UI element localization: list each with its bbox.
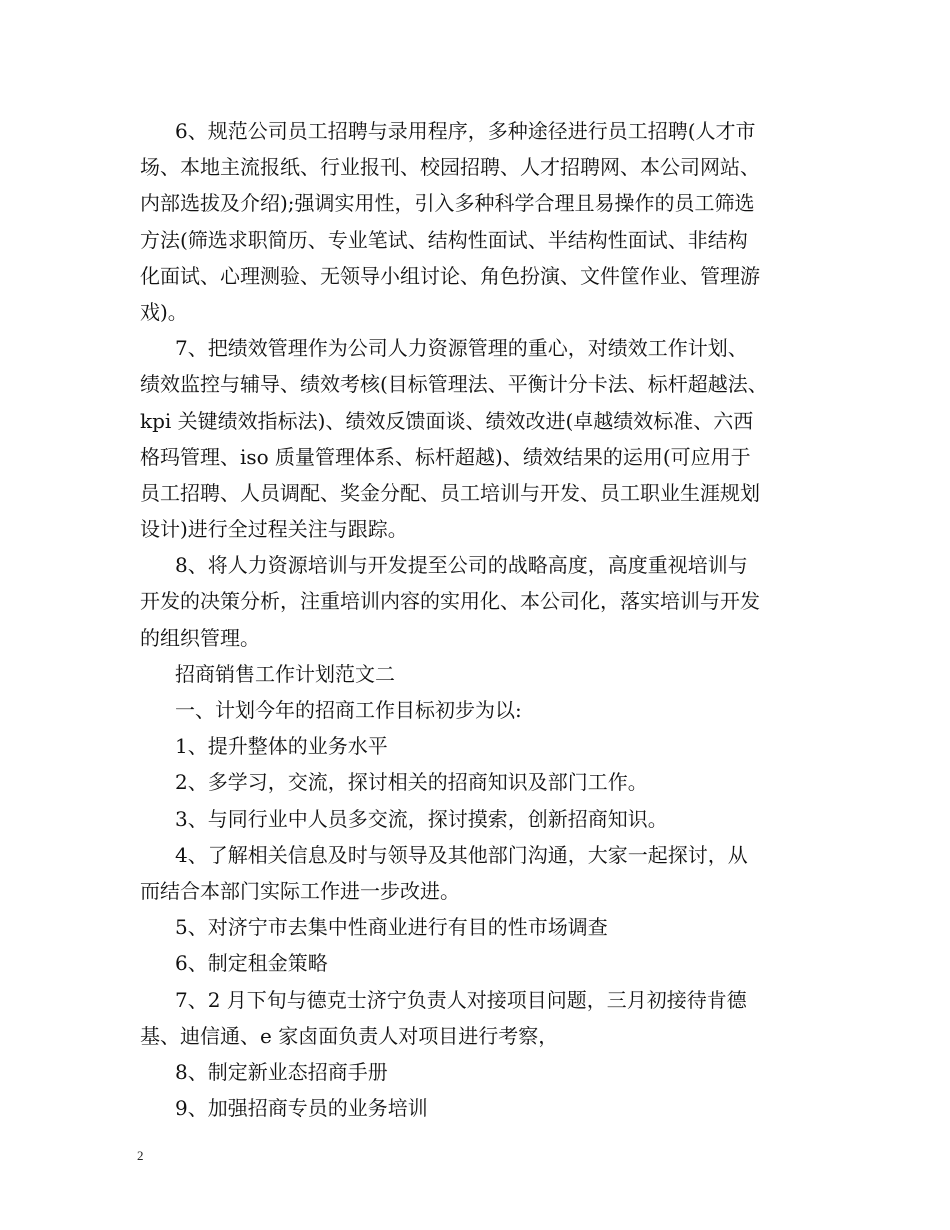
list-item: 1、提升整体的业务水平 — [175, 734, 388, 759]
list-item: 7、2 月下旬与德克士济宁负责人对接项目问题，三月初接待肯德 — [175, 987, 747, 1012]
list-item: 2、多学习，交流，探讨相关的招商知识及部门工作。 — [175, 770, 648, 795]
paragraph-line: 内部选拔及介绍);强调实用性，引入多种科学合理且易操作的员工筛选 — [140, 191, 755, 216]
paragraph-line: 设计)进行全过程关注与跟踪。 — [140, 517, 408, 542]
paragraph-line: 6、规范公司员工招聘与录用程序，多种途径进行员工招聘(人才市 — [175, 119, 756, 143]
list-item-continuation: 而结合本部门实际工作进一步改进。 — [140, 878, 460, 903]
list-item-continuation: 基、迪信通、e 家卤面负责人对项目进行考察， — [140, 1023, 559, 1048]
list-item: 8、制定新业态招商手册 — [175, 1059, 388, 1084]
list-heading: 一、计划今年的招商工作目标初步为以: — [175, 698, 522, 722]
list-item: 4、了解相关信息及时与领导及其他部门沟通，大家一起探讨，从 — [175, 842, 748, 867]
paragraph-line: 开发的决策分析，注重培训内容的实用化、本公司化，落实培训与开发 — [140, 589, 760, 614]
list-item: 5、对济宁市去集中性商业进行有目的性市场调查 — [175, 915, 608, 940]
paragraph-line: 戏)。 — [140, 299, 188, 324]
page-number: 2 — [137, 1148, 144, 1163]
paragraph-line: 的组织管理。 — [140, 625, 260, 650]
paragraph-line: kpi 关键绩效指标法)、绩效反馈面谈、绩效改进(卓越绩效标准、六西 — [140, 408, 754, 433]
list-item: 3、与同行业中人员多交流，探讨摸索，创新招商知识。 — [175, 806, 668, 831]
paragraph-line: 场、本地主流报纸、行业报刊、校园招聘、人才招聘网、本公司网站、 — [140, 155, 760, 180]
section-heading: 招商销售工作计划范文二 — [175, 661, 395, 686]
paragraph-line: 员工招聘、人员调配、奖金分配、员工培训与开发、员工职业生涯规划 — [140, 480, 760, 505]
paragraph-line: 方法(筛选求职简历、专业笔试、结构性面试、半结构性面试、非结构 — [140, 227, 748, 252]
list-item: 6、制定租金策略 — [175, 951, 328, 976]
paragraph-line: 绩效监控与辅导、绩效考核(目标管理法、平衡计分卡法、标杆超越法、 — [140, 372, 768, 397]
body-text — [140, 113, 830, 1126]
paragraph-line: 7、把绩效管理作为公司人力资源管理的重心，对绩效工作计划、 — [175, 336, 748, 361]
paragraph-line: 8、将人力资源培训与开发提至公司的战略高度，高度重视培训与 — [175, 553, 748, 578]
paragraph-line: 格玛管理、iso 质量管理体系、标杆超越)、绩效结果的运用(可应用于 — [140, 444, 751, 469]
paragraph-line: 化面试、心理测验、无领导小组讨论、角色扮演、文件筐作业、管理游 — [140, 263, 760, 288]
list-item: 9、加强招商专员的业务培训 — [175, 1096, 428, 1121]
